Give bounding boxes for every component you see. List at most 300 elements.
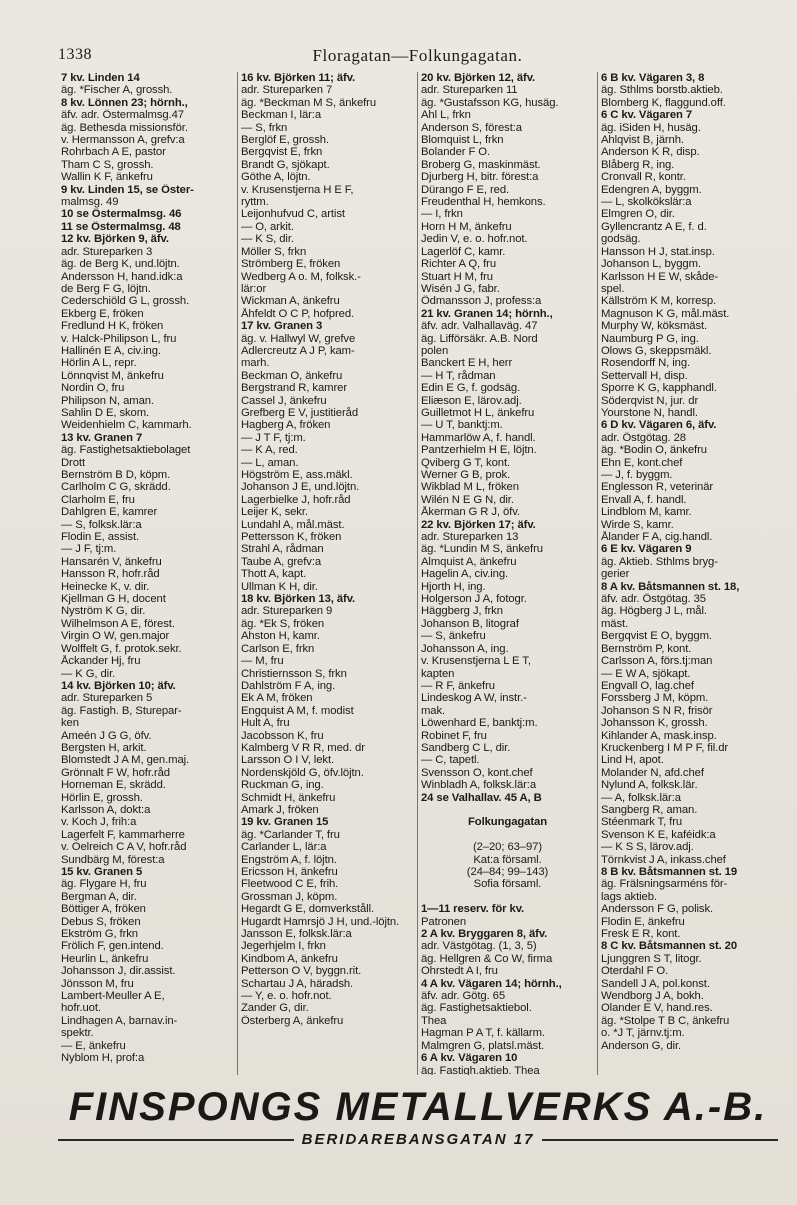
directory-entry: Anderson K R, disp. (601, 146, 700, 159)
directory-entry: Molander N, afd.chef (601, 766, 704, 779)
directory-entry: Jedin V, e. o. hofr.not. (421, 233, 528, 246)
directory-entry: Wisén J G, fabr. (421, 282, 500, 295)
directory-entry: Åkerman G R J, öfv. (421, 506, 520, 519)
entry-heading: 17 kv. Granen 3 (241, 320, 323, 333)
directory-entry: Fredlund H K, fröken (61, 320, 164, 333)
directory-entry: Sandell J A, pol.konst. (601, 977, 710, 990)
entry-heading: 2 A kv. Bryggaren 8, äfv. (421, 928, 548, 941)
advert-address: BERIDAREBANSGATAN 17 (301, 1131, 535, 1148)
directory-entry: adr. Stureparken 13 (421, 531, 519, 544)
directory-entry: Flodin E, assist. (61, 531, 140, 544)
directory-columns (58, 72, 778, 1075)
entry-heading: 22 kv. Björken 17; äfv. (421, 518, 536, 531)
directory-entry: Dahlgren E, kamrer (61, 506, 158, 519)
directory-entry: Ullman K H, dir. (241, 580, 318, 593)
entry-heading: 6 E kv. Vägaren 9 (601, 543, 692, 556)
directory-entry: äg. Bethesda missionsför. (61, 121, 188, 134)
directory-entry: äg. Fastigh.aktieb. Thea (421, 1064, 540, 1075)
directory-entry: äg. de Berg K, und.löjtn. (61, 258, 180, 271)
entry-heading: 6 D kv. Vägaren 6, äfv. (601, 419, 717, 432)
directory-entry: Ericsson H, änkefru (241, 866, 338, 878)
directory-entry: Frölich F, gen.intend. (61, 940, 164, 953)
directory-entry: Bergstrand R, kamrer (241, 382, 347, 395)
directory-entry: Häggberg J, frkn (421, 605, 503, 618)
directory-entry: Amark J, fröken (241, 803, 319, 816)
directory-entry: äg. *Stolpe T B C, änkefru (601, 1014, 730, 1027)
directory-entry: äg. Fastighetsaktiebol. (421, 1002, 532, 1015)
directory-entry: Settervall H, disp. (601, 369, 688, 382)
directory-entry: Edengren A, byggm. (601, 183, 702, 196)
directory-entry: Törnkvist J A, inkass.chef (601, 853, 726, 866)
directory-entry: Yourstone N, handl. (601, 406, 698, 419)
directory-entry: Patronen (421, 915, 467, 928)
directory-entry: Sundbärg M, förest:a (61, 853, 165, 866)
directory-entry: godsäg. (601, 233, 641, 246)
directory-entry: Tham C S, grossh. (61, 158, 154, 171)
directory-entry: Ljunggren S T, litogr. (601, 952, 702, 965)
page-number: 1338 (58, 46, 92, 63)
directory-entry: Larsson O I V, lekt. (241, 754, 335, 767)
directory-entry: Hallinén E A, civ.ing. (61, 344, 161, 357)
directory-entry: Lind H, apot. (601, 754, 664, 767)
directory-entry: Djurberg H, bitr. förest:a (421, 171, 539, 184)
directory-entry: Carlsson A, förs.tj:man (601, 655, 713, 668)
directory-entry: Johansson A, ing. (421, 642, 509, 655)
directory-entry: Oterdahl F O. (601, 965, 669, 978)
directory-entry: Hegardt G E, domverkståll. (241, 903, 375, 916)
directory-entry: Wilhelmson A E, förest. (61, 617, 175, 630)
column-3 (418, 72, 598, 1075)
directory-entry: Johansson K, grossh. (601, 717, 708, 730)
directory-entry: Pettersson K, fröken (241, 531, 342, 544)
advert-address-row (58, 1131, 778, 1148)
directory-entry: Elmgren O, dir. (601, 208, 675, 221)
directory-entry: — S, folksk.lär:a (61, 518, 142, 531)
directory-entry: Lindhagen A, barnav.in- (61, 1014, 178, 1027)
directory-entry: — K S, dir. (241, 233, 294, 246)
directory-entry: Österberg A, änkefru (241, 1014, 344, 1027)
directory-entry: Wedberg A o. M, folksk.- (241, 270, 361, 283)
directory-entry: Magnuson K G, mål.mäst. (601, 307, 730, 320)
directory-entry: Engquist A M, f. modist (241, 704, 354, 717)
directory-entry: Hammarlöw A, f. handl. (421, 431, 536, 444)
directory-entry: Philipson N, aman. (61, 394, 155, 407)
right-rule (542, 1139, 778, 1141)
directory-entry: Cederschiöld G L, grossh. (61, 295, 190, 308)
directory-entry: — R F, änkefru (421, 679, 495, 692)
directory-entry: Hagelin A, civ.ing. (421, 568, 509, 581)
directory-entry: äfv. adr. Valhallaväg. 47 (421, 320, 538, 333)
entry-heading: 11 se Östermalmsg. 48 (61, 220, 181, 233)
directory-entry: Bergsten H, arkit. (61, 741, 147, 754)
directory-entry: Åckander Hj, fru (61, 655, 141, 668)
directory-entry: Schmidt H, änkefru (241, 791, 336, 804)
entry-heading: 13 kv. Granen 7 (61, 431, 143, 444)
directory-entry: Sporre K G, kapphandl. (601, 382, 717, 395)
directory-entry: Brandt G, sjökapt. (241, 158, 330, 171)
directory-entry: Kat:a församl. (473, 853, 542, 866)
directory-entry: spel. (601, 282, 625, 295)
directory-entry: Hansarén V, änkefru (61, 555, 162, 568)
directory-entry: Engvall O, lag.chef (601, 679, 694, 692)
entry-heading: 10 se Östermalmsg. 46 (61, 208, 182, 221)
directory-entry: Bernström B D, köpm. (61, 469, 171, 481)
directory-entry: Kjellman G H, docent (61, 593, 166, 606)
directory-entry: Lagerlöf C, kamr. (421, 245, 506, 258)
directory-entry: v. Krusenstjerna L E T, (421, 655, 531, 668)
directory-entry: adr. Östgötag. 28 (601, 431, 686, 444)
directory-entry: Holgerson J A, fotogr. (421, 593, 527, 606)
directory-entry: v. Krusenstjerna H E F, (241, 183, 354, 196)
directory-entry: — E W A, sjökapt. (601, 667, 691, 680)
directory-entry: Horneman E, skrädd. (61, 779, 166, 792)
directory-entry: v. Oelreich C A V, hofr.råd (61, 841, 187, 854)
directory-entry: Bolander F O. (421, 146, 491, 159)
directory-entry: Nordin O, fru (61, 382, 125, 395)
directory-entry: Dürango F E, red. (421, 183, 510, 196)
directory-entry: äg. Hellgren & Co W, firma (421, 952, 553, 965)
directory-entry: Lundahl A, mål.mäst. (241, 518, 345, 531)
directory-entry: Sangberg R, aman. (601, 803, 698, 816)
directory-entry: Heinecke K, v. dir. (61, 580, 150, 593)
directory-entry: Jönsson M, fru (61, 977, 134, 990)
directory-entry: Hansson R, hofr.råd (61, 568, 160, 581)
directory-entry: äg. Frälsningsarméns för- (601, 878, 728, 891)
directory-entry: Weidenhielm C, kammarh. (61, 419, 192, 432)
left-rule (58, 1139, 294, 1141)
entry-heading: 21 kv. Granen 14; hörnh., (421, 307, 553, 320)
directory-entry: Fleetwood C E, frih. (241, 878, 339, 891)
directory-entry: adr. Stureparken 7 (241, 84, 333, 97)
directory-entry: Carlholm C G, skrädd. (61, 481, 171, 494)
directory-entry: — K G, dir. (61, 667, 116, 680)
directory-entry: adr. Stureparken 11 (421, 84, 518, 97)
directory-entry: Dahlström F A, ing. (241, 679, 336, 692)
directory-entry: Richter A Q, fru (421, 258, 496, 271)
directory-entry: Drott (61, 456, 85, 469)
directory-entry: Beckman I, lär:a (241, 109, 322, 122)
directory-entry: kapten (421, 667, 455, 680)
directory-entry: — H T, rådman (421, 369, 496, 382)
entry-heading: 9 kv. Linden 15, se Öster- (61, 183, 194, 196)
directory-entry: Hörlin A L, repr. (61, 357, 137, 370)
page-header (58, 46, 777, 70)
directory-entry: äfv. adr. Götg. 65 (421, 990, 506, 1003)
directory-entry: marh. (241, 357, 270, 370)
directory-entry: Göthe A, löjtn. (241, 171, 311, 184)
directory-entry: Bergqvist E, frkn (241, 146, 323, 159)
directory-entry: Adlercreutz A J P, kam- (241, 344, 355, 357)
directory-entry: adr. Stureparken 5 (61, 692, 153, 705)
directory-entry: Böttiger A, fröken (61, 903, 146, 916)
directory-entry: Engström A, f. löjtn. (241, 853, 337, 866)
directory-entry: Cassel J, änkefru (241, 394, 327, 407)
directory-entry: Wolffelt G, f. protok.sekr. (61, 642, 182, 655)
directory-entry: Ehn E, kont.chef (601, 456, 683, 469)
directory-entry: Rohrbach A E, pastor (61, 146, 166, 159)
directory-entry: Beckman O, änkefru (241, 369, 343, 382)
directory-entry: Virgin O W, gen.major (61, 630, 170, 643)
column-2 (238, 72, 418, 1075)
directory-entry: äg. *Beckman M S, änkefru (241, 96, 377, 109)
entry-heading: 15 kv. Granen 5 (61, 866, 143, 878)
directory-entry: Högström E, ass.mäkl. (241, 469, 353, 481)
directory-entry: Naumburg P G, ing. (601, 332, 699, 345)
directory-entry: — Y, e. o. hofr.not. (241, 990, 332, 1003)
directory-entry: Blomstedt J A M, gen.maj. (61, 754, 190, 767)
directory-entry: Ålander F A, cig.handl. (601, 531, 713, 544)
directory-entry: Horn H M, änkefru (421, 220, 512, 233)
directory-entry: Leijer K, sekr. (241, 506, 308, 519)
directory-entry: Lambert-Meuller A E, (61, 990, 165, 1003)
running-head: Floragatan—Folkungagatan. (312, 46, 523, 65)
directory-entry: Freudenthal H, hemkons. (421, 196, 546, 209)
directory-entry: Lindblom M, kamr. (601, 506, 692, 519)
directory-entry: Olows G, skeppsmäkl. (601, 344, 712, 357)
directory-entry: äfv. adr. Östermalmsg.47 (61, 109, 184, 122)
directory-entry: v. Halck-Philipson L, fru (61, 332, 177, 345)
directory-entry: äg. *Bodin O, änkefru (601, 444, 707, 457)
directory-entry: lär:or (241, 282, 267, 295)
directory-entry: Malmgren G, platsl.mäst. (421, 1039, 545, 1052)
directory-entry: Christiernsson S, frkn (241, 667, 347, 680)
directory-entry: Wirde S, kamr. (601, 518, 674, 531)
entry-heading: 8 C kv. Båtsmannen st. 20 (601, 940, 738, 953)
directory-entry: Ekström G, frkn (61, 928, 138, 941)
directory-entry: Qviberg G T, kont. (421, 456, 511, 469)
directory-entry: Kalmberg V R R, med. dr (241, 741, 365, 754)
directory-entry: — K S S, lärov.adj. (601, 841, 694, 854)
directory-entry: äg. Aktieb. Sthlms bryg- (601, 555, 718, 568)
directory-entry: — A, folksk.lär:a (601, 791, 681, 804)
directory-entry: Andersson H, hand.idk:a (61, 270, 183, 283)
directory-entry: Cronvall R, kontr. (601, 171, 686, 184)
directory-entry: Ek A M, fröken (241, 692, 313, 705)
directory-entry: Lönnqvist M, änkefru (61, 369, 164, 382)
directory-entry: — J T F, tj:m. (241, 431, 306, 444)
directory-entry: äg. *Ek S, fröken (241, 617, 325, 630)
directory-entry: äg. Fastigh. B, Sturepar- (61, 704, 182, 717)
directory-entry: Guilletmot H L, änkefru (421, 406, 535, 419)
directory-entry: Pantzerhielm H E, löjtn. (421, 444, 537, 457)
directory-entry: Winbladh A, folksk.lär:a (421, 779, 537, 792)
directory-entry: Lindeskog A W, instr.- (421, 692, 527, 705)
directory-entry: Hagman P A T, f. källarm. (421, 1027, 545, 1040)
directory-entry: Hagberg A, fröken (241, 419, 331, 432)
directory-entry: äg. *Lundin M S, änkefru (421, 543, 543, 556)
directory-entry: adr. Stureparken 3 (61, 245, 153, 258)
directory-entry: Kihlander A, mask.insp. (601, 729, 717, 742)
directory-entry: adr. Västgötag. (1, 3, 5) (421, 940, 537, 953)
directory-entry: (2–20; 63–97) (472, 841, 543, 854)
directory-entry: Johanson J E, und.löjtn. (241, 481, 360, 494)
directory-entry: — O, arkit. (241, 220, 294, 233)
entry-heading: 8 kv. Lönnen 23; hörnh., (61, 96, 188, 109)
directory-entry: Carlson E, frkn (241, 642, 315, 655)
directory-entry: Bernström P, kont. (601, 642, 692, 655)
directory-entry: Debus S, fröken (61, 915, 141, 928)
directory-entry: Banckert E H, herr (421, 357, 513, 370)
directory-entry: Johansson J, dir.assist. (61, 965, 176, 978)
directory-entry: Ruckman G, ing. (241, 779, 324, 792)
directory-entry: — L, aman. (241, 456, 299, 469)
directory-entry: Jansson E, folksk.lär:a (241, 928, 352, 941)
entry-heading: 7 kv. Linden 14 (61, 72, 140, 84)
directory-entry: v. Hermansson A, grefv:a (61, 134, 185, 147)
directory-entry: Nylund A, folksk.lär. (601, 779, 698, 792)
directory-entry: Johanson L, byggm. (601, 258, 701, 271)
directory-entry: Grefberg E V, justitieråd (241, 406, 359, 419)
directory-entry: Strahl A, rådman (241, 543, 324, 556)
directory-entry: Hörlin E, grossh. (61, 791, 143, 804)
directory-entry: Bergqvist E O, byggm. (601, 630, 712, 643)
directory-entry: Schartau J A, häradsh. (241, 977, 354, 990)
entry-heading: 24 se Valhallav. 45 A, B (421, 791, 542, 804)
directory-entry: Wilén N E G N, dir. (421, 493, 514, 506)
directory-entry: Almquist A, änkefru (421, 555, 517, 568)
entry-heading: 14 kv. Björken 10; äfv. (61, 679, 176, 692)
directory-entry: äg. Högberg J L, mål. (601, 605, 707, 618)
directory-entry: Wikblad M L, fröken (421, 481, 519, 494)
directory-entry: Murphy W, köksmäst. (601, 320, 708, 333)
directory-entry: Heurlin L, änkefru (61, 952, 149, 965)
entry-heading: 6 A kv. Vägaren 10 (421, 1052, 518, 1065)
directory-entry: Johanson S N R, frisör (601, 704, 713, 717)
directory-entry: Fresk E R, kont. (601, 928, 681, 941)
directory-entry: mäst. (601, 617, 629, 630)
directory-entry (421, 804, 594, 816)
directory-entry: Ahlqvist B, järnh. (601, 134, 684, 147)
directory-entry: äg. Sthlms borstb.aktieb. (601, 84, 723, 97)
directory-entry (421, 891, 594, 903)
directory-entry: Bergman A, dir. (61, 890, 137, 903)
directory-entry: Robinet F, fru (421, 729, 487, 742)
directory-entry: lags aktieb. (601, 890, 657, 903)
directory-entry: Andersson F G, polisk. (601, 903, 714, 916)
directory-entry: Broberg G, maskinmäst. (421, 158, 541, 171)
directory-entry: Grönnalt F W, hofr.råd (61, 766, 170, 779)
directory-entry: — L, skolkökslär:a (601, 196, 692, 209)
directory-entry: äg. *Fischer A, grossh. (61, 84, 173, 97)
directory-entry: Wickman A, änkefru (241, 295, 340, 308)
directory-entry: Edin E G, f. godsäg. (421, 382, 521, 395)
advert-company-name: FINSPONGS METALLVERKS A.-B. (68, 1085, 768, 1129)
directory-entry: Karlsson A, dokt:a (61, 803, 151, 816)
directory-entry: Möller S, frkn (241, 245, 307, 258)
entry-heading: 12 kv. Björken 9, äfv. (61, 233, 169, 246)
directory-entry: äg. Fastighetsaktiebolaget (61, 444, 191, 457)
directory-entry: polen (421, 344, 449, 357)
directory-entry: Hugardt Hamrsjö J H, und.-löjtn. (241, 915, 400, 928)
directory-entry: Wallin K F, änkefru (61, 171, 153, 184)
directory-entry: Englesson R, veterinär (601, 481, 714, 494)
directory-entry: — K A, red. (241, 444, 298, 457)
directory-entry: Nyström K G, dir. (61, 605, 146, 618)
directory-entry: Ameén J G G, öfv. (61, 729, 152, 742)
directory-entry: Ohrstedt A I, fru (421, 965, 498, 978)
directory-entry: o. *J T, järnv.tj:m. (601, 1027, 685, 1040)
directory-entry: mak. (421, 704, 446, 717)
entry-heading: 4 A kv. Vägaren 14; hörnh., (421, 977, 562, 990)
directory-entry: Kruckenberg I M P F, fil.dr (601, 741, 729, 754)
entry-heading: 6 B kv. Vägaren 3, 8 (601, 72, 705, 84)
directory-entry: Olander E V, hand.res. (601, 1002, 713, 1015)
entry-heading: 20 kv. Björken 12, äfv. (421, 72, 536, 84)
directory-entry: Åhfeldt O C P, hofpred. (241, 307, 355, 320)
directory-entry: Svensson O, kont.chef (421, 766, 533, 779)
directory-entry: Ödmansson J, profess:a (421, 295, 542, 308)
directory-entry: Hjorth H, ing. (421, 580, 486, 593)
directory-entry: Flodin E, änkefru (601, 915, 685, 928)
directory-entry: äfv. adr. Östgötag. 35 (601, 593, 706, 606)
directory-entry: Forssberg J M, köpm. (601, 692, 709, 705)
directory-entry: Blomquist L, frkn (421, 134, 504, 147)
directory-entry: Löwenhard E, banktj:m. (421, 717, 538, 730)
directory-entry: Gyllencrantz A E, f. d. (601, 220, 707, 233)
directory-entry: Ahl L, frkn (421, 109, 471, 122)
directory-entry: Sahlin D E, skom. (61, 406, 150, 419)
directory-entry: spektr. (61, 1027, 94, 1040)
directory-entry: — C, tapetl. (421, 754, 480, 767)
directory-entry: Karlsson H E W, skåde- (601, 270, 719, 283)
directory-entry: Thea (421, 1014, 447, 1027)
directory-entry: — M, fru (241, 655, 284, 668)
directory-entry: — J F, tj:m. (61, 543, 117, 556)
directory-entry: äg. *Carlander T, fru (241, 828, 340, 841)
directory-entry: gerier (601, 568, 630, 581)
entry-heading: Folkungagatan (467, 816, 548, 829)
directory-entry: Strömberg E, fröken (241, 258, 341, 271)
directory-entry: Anderson G, dir. (601, 1039, 682, 1052)
directory-entry: Johanson B, litograf (421, 617, 519, 630)
directory-entry: Jacobsson K, fru (241, 729, 324, 742)
directory-entry: de Berg F G, löjtn. (61, 282, 151, 295)
entry-heading: 8 B kv. Båtsmannen st. 19 (601, 866, 738, 878)
directory-entry: Söderqvist N, jur. dr (601, 394, 699, 407)
directory-entry: — J, f. byggm. (601, 469, 673, 481)
advertisement (58, 1085, 778, 1155)
directory-entry: äg. Flygare H, fru (61, 878, 147, 891)
column-4 (598, 72, 778, 1075)
directory-entry: Berglöf E, grossh. (241, 134, 329, 147)
directory-entry: Lagerfelt F, kammarherre (61, 828, 185, 841)
column-1 (58, 72, 238, 1075)
directory-entry: äg. iSiden H, husäg. (601, 121, 701, 134)
directory-entry: Nyblom H, prof:a (61, 1052, 145, 1065)
directory-entry: Hult A, fru (241, 717, 290, 730)
directory-entry: Leijonhufvud C, artist (241, 208, 345, 221)
directory-entry: Källström K M, korresp. (601, 295, 717, 308)
directory-entry: äg. *Gustafsson KG, husäg. (421, 96, 559, 109)
directory-entry: äg. v. Hallwyl W, grefve (241, 332, 356, 345)
entry-heading: 16 kv. Björken 11; äfv. (241, 72, 356, 84)
directory-entry (421, 829, 594, 841)
directory-entry: Clarholm E, fru (61, 493, 135, 506)
directory-entry: Ekberg E, fröken (61, 307, 144, 320)
directory-entry: Thott A, kapt. (241, 568, 307, 581)
directory-entry: ryttm. (241, 196, 269, 209)
entry-heading: 19 kv. Granen 15 (241, 816, 329, 829)
directory-entry: Anderson S, förest:a (421, 121, 522, 134)
directory-entry: malmsg. 49 (61, 196, 119, 209)
directory-entry: Svenson K E, kaféidk:a (601, 828, 716, 841)
directory-entry: Hansson H J, stat.insp. (601, 245, 715, 258)
directory-entry: Eliæson E, lärov.adj. (421, 394, 522, 407)
entry-heading: 6 C kv. Vägaren 7 (601, 109, 693, 122)
directory-entry: Rosendorff N, ing. (601, 357, 691, 370)
entry-heading: 8 A kv. Båtsmannen st. 18, (601, 580, 740, 593)
directory-entry: adr. Stureparken 9 (241, 605, 333, 618)
